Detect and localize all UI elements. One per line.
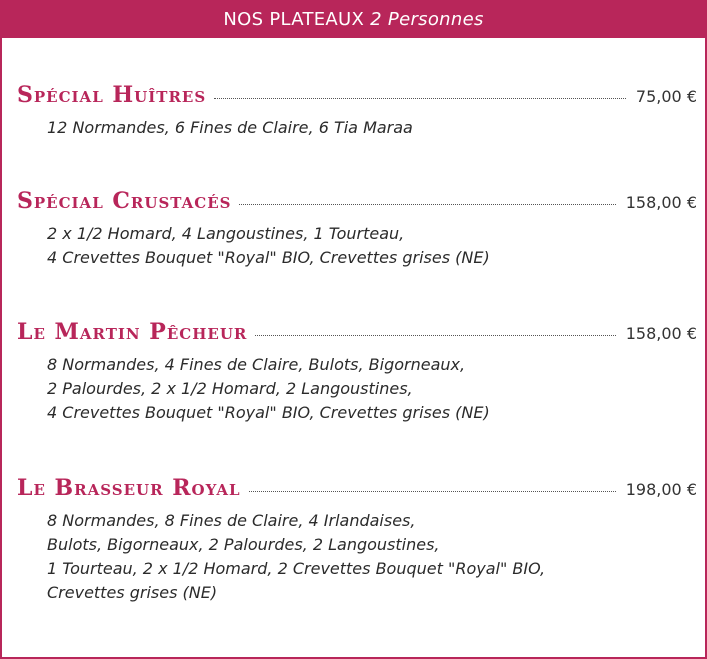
menu-item-name: Le Martin Pêcheur [17, 319, 248, 345]
menu-header [0, 0, 707, 38]
description-line: 8 Normandes, 8 Fines de Claire, 4 Irlandaises, [47, 511, 416, 530]
description-line: 4 Crevettes Bouquet "Royal" BIO, Crevettes grises (NE) [47, 248, 490, 267]
dot-leader [214, 97, 626, 99]
description-line: 1 Tourteau, 2 x 1/2 Homard, 2 Crevettes Bouquet "Royal" BIO, [47, 559, 546, 578]
description-line: Crevettes grises (NE) [47, 583, 218, 602]
dot-leader [239, 203, 615, 205]
menu-item-description [47, 353, 697, 425]
dot-leader [249, 490, 616, 492]
menu-item-description [47, 509, 697, 605]
menu-item-name: Spécial Crustacés [17, 188, 232, 214]
description-line: 8 Normandes, 4 Fines de Claire, Bulots, Bigorneaux, [47, 355, 466, 374]
menu-item-price: 158,00 € [625, 324, 697, 343]
description-line: Bulots, Bigorneaux, 2 Palourdes, 2 Langoustines, [47, 535, 440, 554]
menu-item-price: 158,00 € [625, 193, 697, 212]
description-line: 2 Palourdes, 2 x 1/2 Homard, 2 Langoustines, [47, 379, 413, 398]
description-line: 12 Normandes, 6 Fines de Claire, 6 Tia Maraa [47, 118, 413, 137]
menu-item-description [47, 116, 697, 140]
menu-item-description [47, 222, 697, 270]
description-line: 2 x 1/2 Homard, 4 Langoustines, 1 Tourteau, [47, 224, 405, 243]
menu-item-name: Spécial Huîtres [17, 82, 207, 108]
menu-item-row [17, 82, 697, 110]
menu-item-special-crustaces [17, 188, 697, 270]
menu-title: NOS PLATEAUX [223, 8, 365, 30]
menu-item-le-martin-pecheur [17, 319, 697, 425]
menu-subtitle: 2 Personnes [370, 8, 484, 30]
menu-item-name: Le Brasseur Royal [17, 475, 241, 501]
menu-item-row [17, 319, 697, 347]
menu-item-price: 198,00 € [625, 480, 697, 499]
menu-item-price: 75,00 € [635, 87, 697, 106]
menu-item-row [17, 188, 697, 216]
menu-item-le-brasseur-royal [17, 475, 697, 605]
description-line: 4 Crevettes Bouquet "Royal" BIO, Crevettes grises (NE) [47, 403, 490, 422]
menu-item-row [17, 475, 697, 503]
menu-item-special-huitres [17, 82, 697, 140]
dot-leader [255, 334, 615, 336]
